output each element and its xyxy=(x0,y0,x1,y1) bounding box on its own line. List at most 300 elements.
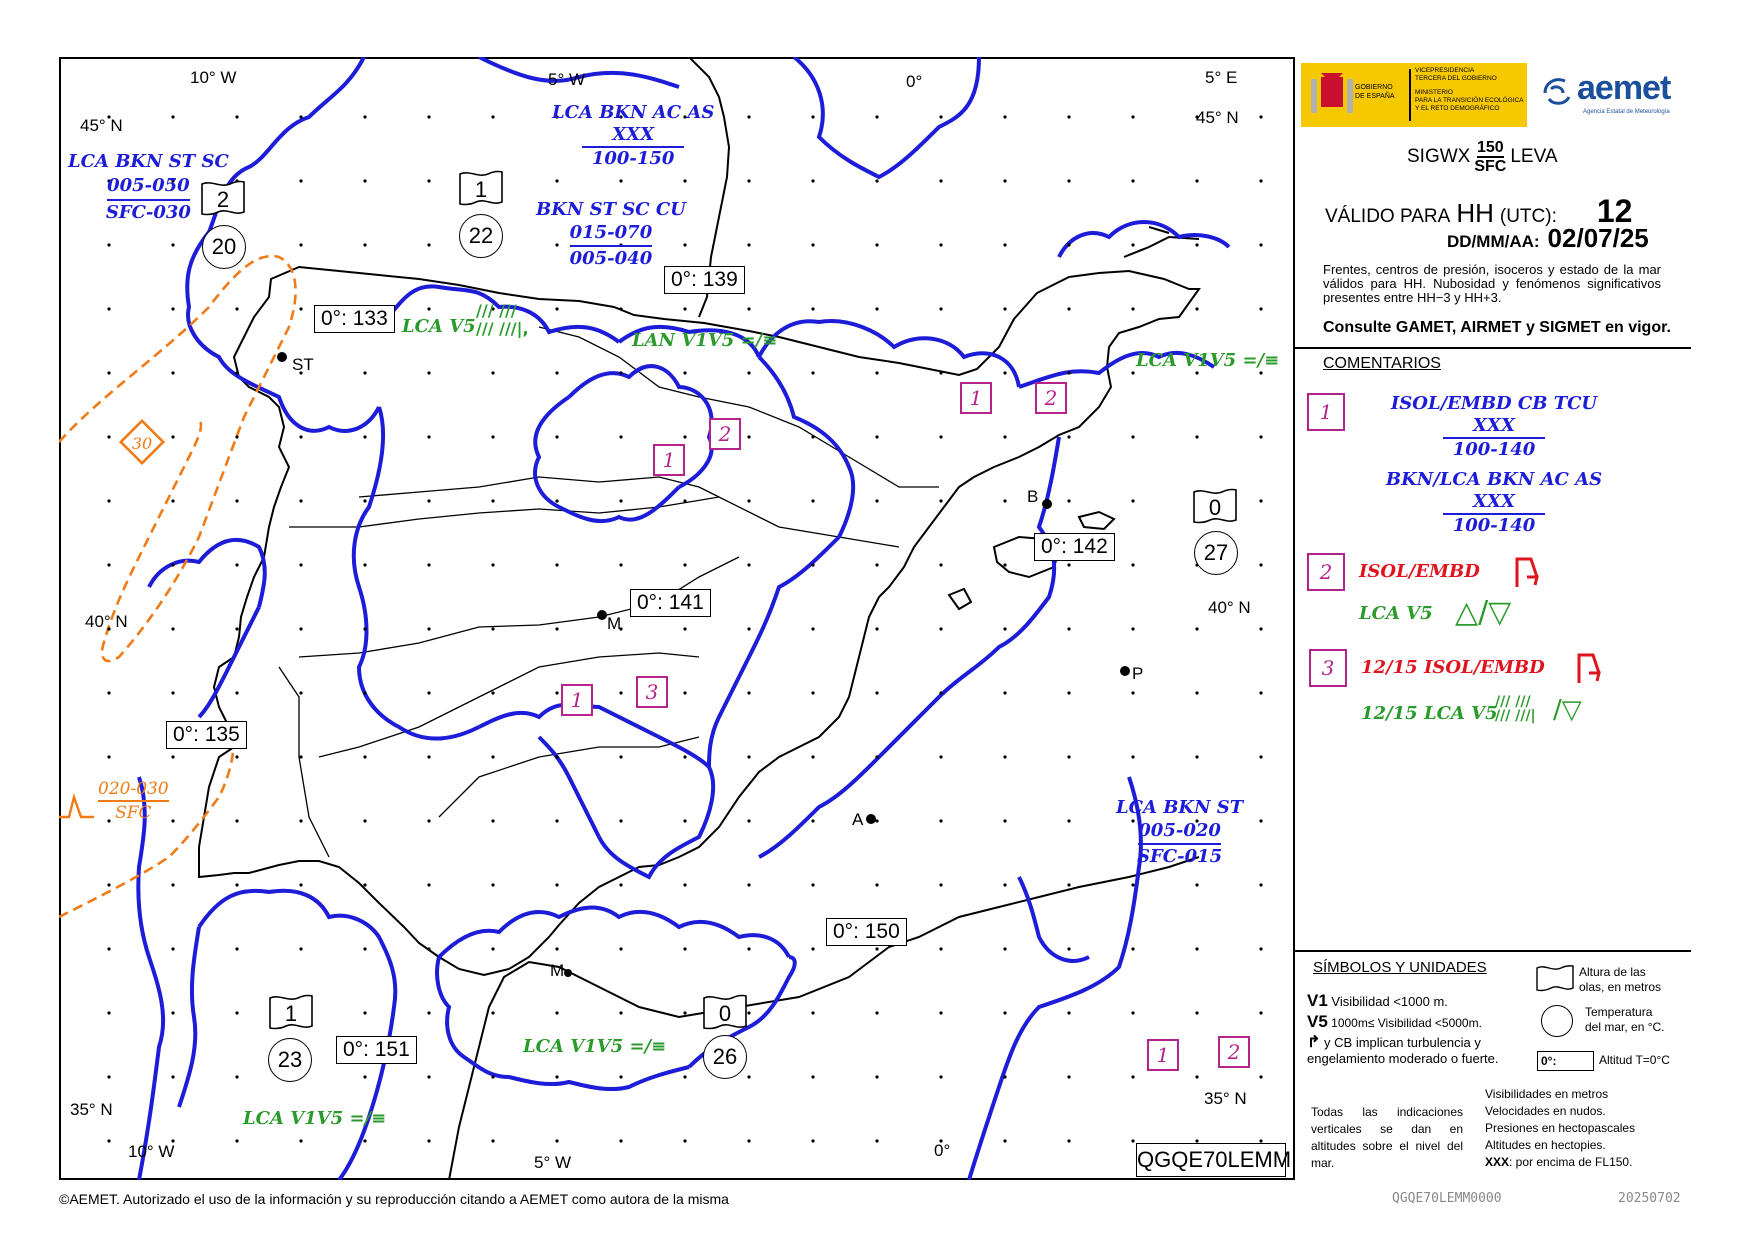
grid-dot xyxy=(1259,307,1262,310)
grid-dot xyxy=(1003,563,1006,566)
wave-flag-0-east xyxy=(1192,486,1238,528)
wave-flag-legend-icon xyxy=(1535,963,1575,993)
grid-dot xyxy=(683,883,686,886)
area-box-1: 1 xyxy=(1147,1039,1179,1071)
lat-45n-right: 45° N xyxy=(1196,108,1239,127)
grid-dot xyxy=(1067,1011,1070,1014)
cloud-n2-base: 005-040 xyxy=(569,248,653,269)
aemet-swirl-icon xyxy=(1541,75,1575,109)
v1-code: V1 xyxy=(1307,991,1328,1010)
grid-dot xyxy=(1067,243,1070,246)
grid-dot xyxy=(235,307,238,310)
grid-dot xyxy=(427,1139,430,1142)
freezing-level-142: 0°: 142 xyxy=(1034,533,1115,561)
valid-date xyxy=(1447,223,1649,254)
area-box-1: 1 xyxy=(561,684,593,716)
grid-dot xyxy=(363,371,366,374)
vis-label-sw: LCA V1V5 =/≡ xyxy=(243,1108,387,1129)
grid-dot xyxy=(235,435,238,438)
grid-dot xyxy=(619,499,622,502)
grid-dot xyxy=(427,627,430,630)
grid-dot xyxy=(427,115,430,118)
product-title xyxy=(1407,139,1558,175)
v1-text: Visibilidad <1000 m. xyxy=(1331,994,1448,1009)
grid-dot xyxy=(1067,499,1070,502)
grid-dot xyxy=(1003,499,1006,502)
grid-dot xyxy=(555,819,558,822)
grid-dot xyxy=(875,371,878,374)
grid-dot xyxy=(555,307,558,310)
iberia-coastline xyxy=(199,267,1199,975)
freezing-level-150: 0°: 150 xyxy=(826,918,907,946)
grid-dot xyxy=(811,179,814,182)
ministry-line1: VICEPRESIDENCIA xyxy=(1415,67,1475,74)
grid-dot xyxy=(235,499,238,502)
grid-dot xyxy=(1131,307,1134,310)
grid-dot xyxy=(107,499,110,502)
product-top-level: 150 xyxy=(1476,139,1504,156)
area-box-3: 3 xyxy=(636,676,668,708)
units-xxx-code: XXX xyxy=(1485,1155,1510,1169)
grid-dot xyxy=(811,371,814,374)
grid-dot xyxy=(939,563,942,566)
grid-dot xyxy=(811,755,814,758)
grid-dot xyxy=(939,883,942,886)
grid-dot xyxy=(171,563,174,566)
grid-dot xyxy=(1131,179,1134,182)
wave-height: 1 xyxy=(284,1001,298,1026)
grid-dot xyxy=(747,563,750,566)
cloud-label-se xyxy=(1116,796,1243,868)
freezing-level-133: 0°: 133 xyxy=(314,305,395,333)
grid-dot xyxy=(1259,243,1262,246)
grid-dot xyxy=(875,563,878,566)
ministry-line3: MINISTERIO xyxy=(1415,89,1453,96)
grid-dot xyxy=(683,435,686,438)
grid-dot xyxy=(619,691,622,694)
grid-dot xyxy=(427,179,430,182)
grid-dot xyxy=(107,1011,110,1014)
area-box-1: 1 xyxy=(960,382,992,414)
turbulence-cb-icon xyxy=(1513,555,1541,589)
grid-dot xyxy=(1131,883,1134,886)
trough-symbol xyxy=(59,797,94,817)
grid-dot xyxy=(1259,883,1262,886)
grid-dot xyxy=(1003,435,1006,438)
grid-dot xyxy=(747,627,750,630)
grid-dot xyxy=(1003,755,1006,758)
grid-dot xyxy=(107,243,110,246)
grid-dot xyxy=(363,1011,366,1014)
shower-symbol: /▽ xyxy=(1553,695,1582,725)
grid-dot xyxy=(1195,883,1198,886)
grid-dot xyxy=(683,499,686,502)
footer-code: QGQE70LEMM0000 xyxy=(1392,1191,1502,1206)
vis-label-east: LCA V1V5 =/≡ xyxy=(1136,350,1280,371)
grid-dot xyxy=(811,1139,814,1142)
grid-dot xyxy=(875,1011,878,1014)
grid-dot xyxy=(1131,947,1134,950)
grid-dot xyxy=(683,947,686,950)
grid-dot xyxy=(683,179,686,182)
grid-dot xyxy=(1259,691,1262,694)
grid-dot xyxy=(1259,435,1262,438)
vis-label-cantabria: LCA V5 xyxy=(402,316,476,337)
grid-dot xyxy=(363,563,366,566)
comment-1-a-base: 100-140 xyxy=(1452,439,1536,460)
grid-dot xyxy=(747,883,750,886)
grid-dot xyxy=(235,691,238,694)
grid-dot xyxy=(811,499,814,502)
grid-dot xyxy=(555,947,558,950)
grid-dot xyxy=(939,243,942,246)
grid-dot xyxy=(363,947,366,950)
grid-dot xyxy=(555,435,558,438)
grid-dot xyxy=(1259,179,1262,182)
sst-circle-23: 23 xyxy=(268,1038,312,1082)
comment-1-b-top: XXX xyxy=(1443,491,1545,515)
grid-dot xyxy=(235,115,238,118)
city-malaga: M xyxy=(550,961,565,980)
grid-dot xyxy=(619,1011,622,1014)
grid-dot xyxy=(939,755,942,758)
grid-dot xyxy=(235,1011,238,1014)
grid-dot xyxy=(1259,1075,1262,1078)
freezing-level-141: 0°: 141 xyxy=(630,589,711,617)
cb-text2: engelamiento moderado o fuerte. xyxy=(1307,1051,1499,1066)
grid-dot xyxy=(1195,947,1198,950)
grid-dot xyxy=(683,1075,686,1078)
grid-dot xyxy=(1003,947,1006,950)
lat-35n-right: 35° N xyxy=(1204,1089,1247,1108)
gob-text xyxy=(1355,83,1395,101)
grid-dot xyxy=(1131,563,1134,566)
grid-dot xyxy=(747,243,750,246)
grid-dot xyxy=(363,1075,366,1078)
grid-dot xyxy=(1259,819,1262,822)
grid-dot xyxy=(619,755,622,758)
grid-dot xyxy=(619,1075,622,1078)
grid-dot xyxy=(1131,371,1134,374)
grid-dot xyxy=(1131,627,1134,630)
cloud-n2-top: 015-070 xyxy=(570,221,653,247)
grid-dot xyxy=(811,947,814,950)
grid-dot xyxy=(1067,755,1070,758)
wave-height: 0 xyxy=(1208,495,1222,520)
grid-dot xyxy=(299,243,302,246)
grid-dot xyxy=(1131,1139,1134,1142)
area-box-2: 2 xyxy=(709,418,741,450)
grid-dot xyxy=(1067,1075,1070,1078)
grid-dot xyxy=(875,307,878,310)
front-top: 020-030 xyxy=(98,778,169,802)
grid-dot xyxy=(811,627,814,630)
grid-dot xyxy=(235,755,238,758)
ministry-line5: Y EL RETO DEMOGRÁFICO xyxy=(1415,105,1500,112)
turbulence-icon: ↱ xyxy=(1307,1034,1321,1051)
grid-dot xyxy=(875,1075,878,1078)
units-altitude: Altitudes en hectopies. xyxy=(1485,1138,1606,1152)
aemet-wordmark: aemet xyxy=(1577,69,1671,107)
grid-dot xyxy=(747,947,750,950)
cb-row xyxy=(1307,1035,1499,1067)
product-bottom-level: SFC xyxy=(1474,158,1507,175)
grid-dot xyxy=(1195,691,1198,694)
grid-dot xyxy=(299,883,302,886)
lon-5w-top: 5° W xyxy=(548,70,586,89)
grid-dot xyxy=(683,1011,686,1014)
grid-dot xyxy=(1131,435,1134,438)
grid-dot xyxy=(811,1011,814,1014)
grid-dot xyxy=(363,755,366,758)
grid-dot xyxy=(683,1139,686,1142)
grid-dot xyxy=(939,307,942,310)
grid-dot xyxy=(939,627,942,630)
grid-dot xyxy=(171,115,174,118)
grid-dot xyxy=(427,819,430,822)
grid-dot xyxy=(875,499,878,502)
valid-label: VÁLIDO PARA xyxy=(1325,206,1451,227)
grid-dot xyxy=(619,371,622,374)
valid-hour: 12 xyxy=(1596,193,1633,229)
grid-dot xyxy=(1131,499,1134,502)
grid-dot xyxy=(747,755,750,758)
grid-dot xyxy=(811,883,814,886)
grid-dot xyxy=(875,627,878,630)
grid-dot xyxy=(1067,563,1070,566)
shower-symbols: △/▽ xyxy=(1455,595,1512,630)
units-pressure: Presiones en hectopascales xyxy=(1485,1121,1636,1135)
wave-flag-0-south xyxy=(702,992,748,1034)
waves-legend-text xyxy=(1579,965,1661,995)
comment-1-box: 1 xyxy=(1307,393,1345,431)
wave-flag-1-north xyxy=(458,168,504,210)
v5-text: 1000m≤ Visibilidad <5000m. xyxy=(1331,1016,1482,1030)
comment-1-a-type: ISOL/EMBD CB TCU xyxy=(1390,393,1598,414)
africa-coastline xyxy=(449,857,1199,1180)
grid-dot xyxy=(747,435,750,438)
grid-dot xyxy=(171,627,174,630)
grid-dot xyxy=(363,1139,366,1142)
grid-dot xyxy=(1259,563,1262,566)
grid-dot xyxy=(1003,243,1006,246)
grid-dot xyxy=(811,563,814,566)
comments-title: COMENTARIOS xyxy=(1323,355,1441,372)
grid-dot xyxy=(491,691,494,694)
grid-dot xyxy=(427,243,430,246)
area-box-1: 1 xyxy=(653,444,685,476)
grid-dot xyxy=(811,819,814,822)
menorca xyxy=(1079,512,1114,529)
sst-legend-text xyxy=(1585,1005,1665,1035)
grid-dot xyxy=(875,1139,878,1142)
grid-dot xyxy=(1259,1011,1262,1014)
grid-dot xyxy=(427,755,430,758)
grid-dot xyxy=(1067,627,1070,630)
grid-dot xyxy=(939,819,942,822)
grid-dot xyxy=(363,819,366,822)
grid-dot xyxy=(363,627,366,630)
cloud-nw-type: LCA BKN ST SC xyxy=(68,151,229,172)
government-logo xyxy=(1301,63,1527,127)
grid-dot xyxy=(939,371,942,374)
city-santiago: ST xyxy=(292,355,314,374)
grid-dot xyxy=(555,563,558,566)
waves-text1: Altura de las xyxy=(1579,965,1646,979)
grid-dot xyxy=(1195,435,1198,438)
grid-dot xyxy=(619,307,622,310)
front-base: SFC xyxy=(115,803,152,823)
grid-dot xyxy=(171,435,174,438)
grid-dot xyxy=(171,243,174,246)
grid-dot xyxy=(427,691,430,694)
area-box-2: 2 xyxy=(1218,1036,1250,1068)
wave-height: 2 xyxy=(216,187,230,212)
grid-dot xyxy=(107,691,110,694)
grid-dot xyxy=(363,179,366,182)
sst-circle-26: 26 xyxy=(703,1035,747,1079)
grid-dot xyxy=(491,1075,494,1078)
grid-dot xyxy=(683,307,686,310)
grid-dot xyxy=(555,371,558,374)
grid-dot xyxy=(747,115,750,118)
gob-line1: GOBIERNO xyxy=(1355,84,1393,91)
aemet-logo xyxy=(1541,65,1681,125)
grid-dot xyxy=(107,435,110,438)
grid-dot xyxy=(427,947,430,950)
grid-dot xyxy=(1259,115,1262,118)
grid-dot xyxy=(107,755,110,758)
grid-dot xyxy=(235,627,238,630)
grid-dot xyxy=(811,1075,814,1078)
product-name: SIGWX xyxy=(1407,146,1471,167)
grid-dot xyxy=(171,1011,174,1014)
grid-dot xyxy=(491,115,494,118)
grid-dot xyxy=(1195,371,1198,374)
legend-divider xyxy=(1295,347,1691,349)
sst-text2: del mar, en °C. xyxy=(1585,1020,1665,1034)
grid-dot xyxy=(1067,947,1070,950)
wave-flag-1-sw xyxy=(268,992,314,1034)
city-dots xyxy=(277,352,1130,977)
grid-dot xyxy=(875,115,878,118)
lon-10w-bottom: 10° W xyxy=(128,1142,175,1161)
hh-label: HH xyxy=(1456,198,1494,228)
date-label: DD/MM/AA: xyxy=(1447,232,1540,251)
legend-divider xyxy=(1295,950,1691,952)
grid-dot xyxy=(363,243,366,246)
grid-dot xyxy=(1003,179,1006,182)
grid-dot xyxy=(235,947,238,950)
comment-1-b-base: 100-140 xyxy=(1452,515,1536,536)
wave-flag-2 xyxy=(200,178,246,220)
grid-dot xyxy=(171,947,174,950)
grid-dot xyxy=(875,179,878,182)
ministry-text xyxy=(1415,67,1524,113)
comment-1-b-type: BKN/LCA BKN AC AS xyxy=(1385,469,1603,490)
grid-dot xyxy=(1003,1139,1006,1142)
grid-dot xyxy=(1067,115,1070,118)
freezing-legend-box: 0°: xyxy=(1537,1051,1594,1071)
cloud-se-top: 005-020 xyxy=(1138,819,1221,845)
vis-label-lan: LAN V1V5 =/≡ xyxy=(632,330,778,351)
grid-dot xyxy=(491,1011,494,1014)
grid-dot xyxy=(235,1075,238,1078)
grid-dot xyxy=(1067,883,1070,886)
coat-of-arms-icon xyxy=(1307,67,1357,123)
grid-dot xyxy=(491,627,494,630)
symbols-title: SÍMBOLOS Y UNIDADES xyxy=(1313,959,1487,976)
grid-dot xyxy=(1131,691,1134,694)
grid-dot xyxy=(683,755,686,758)
comment-2-text-a: ISOL/EMBD xyxy=(1359,561,1480,582)
grid-dot xyxy=(171,1075,174,1078)
grid-dot xyxy=(875,691,878,694)
grid-dot xyxy=(363,435,366,438)
grid-dot xyxy=(1131,243,1134,246)
cloud-se-base: SFC-015 xyxy=(1137,846,1223,867)
cloud-se-type: LCA BKN ST xyxy=(1116,797,1244,818)
product-suffix: LEVA xyxy=(1510,146,1558,167)
grid-dot xyxy=(683,819,686,822)
grid-dot xyxy=(619,435,622,438)
grid-dot xyxy=(1003,883,1006,886)
grid-dot xyxy=(939,691,942,694)
grid-dot xyxy=(491,883,494,886)
grid-dot xyxy=(1195,307,1198,310)
copyright-notice: ©AEMET. Autorizado el uso de la información y su reproducción citando a AEMET como autora de la misma xyxy=(59,1191,729,1207)
grid-dot xyxy=(299,627,302,630)
comment-3-text-a: 12/15 ISOL/EMBD xyxy=(1361,657,1545,678)
grid-dot xyxy=(747,371,750,374)
city-barcelona: B xyxy=(1027,487,1039,506)
footer-date-code: 20250702 xyxy=(1618,1191,1681,1206)
grid-dot xyxy=(1067,1139,1070,1142)
lon-10w-top: 10° W xyxy=(190,68,237,87)
grid-dot xyxy=(555,179,558,182)
grid-dot xyxy=(619,819,622,822)
grid-dot xyxy=(747,1075,750,1078)
grid-dot xyxy=(875,243,878,246)
lat-35n-left: 35° N xyxy=(70,1100,113,1119)
sst-legend-icon xyxy=(1541,1005,1573,1037)
consult-note: Consulte GAMET, AIRMET y SIGMET en vigor. xyxy=(1323,319,1671,336)
grid-dot xyxy=(1195,179,1198,182)
grid-dot xyxy=(1259,627,1262,630)
grid-dot xyxy=(171,307,174,310)
grid-dot xyxy=(555,627,558,630)
cloud-nw-base-top: 005-050 xyxy=(107,174,190,201)
grid-dot xyxy=(1003,371,1006,374)
units-xxx-text: : por encima de FL150. xyxy=(1509,1155,1633,1169)
grid-dot xyxy=(235,371,238,374)
grid-dot xyxy=(427,435,430,438)
legend-panel xyxy=(1293,57,1691,1180)
cloud-n-base: 100-150 xyxy=(591,148,675,169)
grid-dot xyxy=(1067,307,1070,310)
utc-label: (UTC): xyxy=(1499,206,1557,227)
grid-dot xyxy=(427,883,430,886)
lon-0-top: 0° xyxy=(906,72,923,91)
grid-dot xyxy=(363,691,366,694)
grid-dot xyxy=(1195,1011,1198,1014)
grid-dot xyxy=(1003,691,1006,694)
grid-dot xyxy=(299,563,302,566)
grid-dot xyxy=(939,947,942,950)
grid-dot xyxy=(235,883,238,886)
grid-dot xyxy=(299,115,302,118)
drizzle-shower-symbols: /// /// /// ///| xyxy=(1495,694,1536,724)
